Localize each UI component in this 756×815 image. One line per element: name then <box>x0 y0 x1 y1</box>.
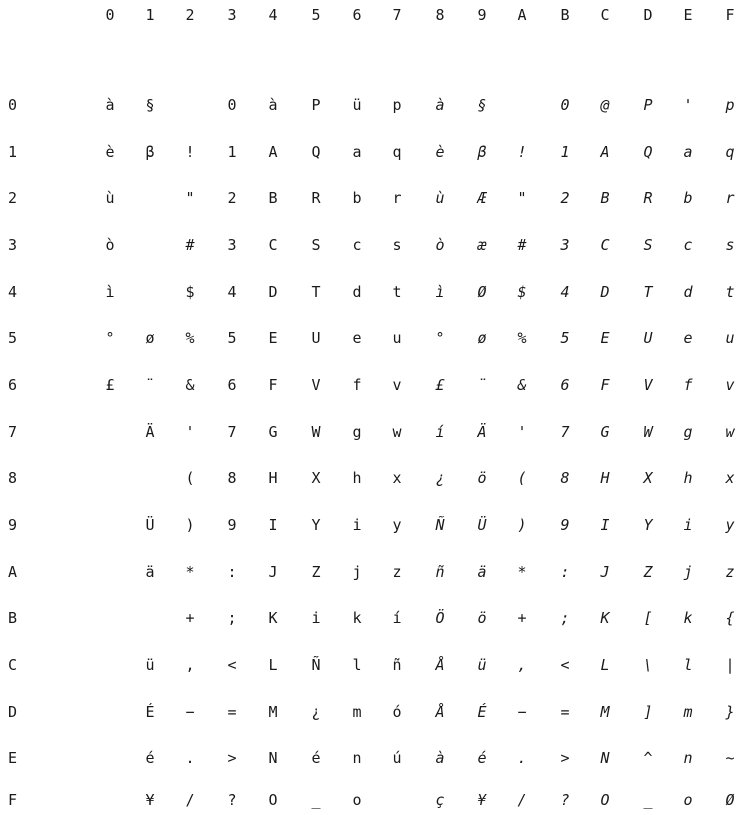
char-cell-2-C: B <box>600 189 610 207</box>
char-cell-7-1: Ä <box>145 423 155 441</box>
char-cell-3-D: S <box>643 236 653 254</box>
char-cell-3-F: s <box>725 236 735 254</box>
char-cell-6-0: £ <box>105 376 115 394</box>
char-cell-D-8: Å <box>435 703 445 721</box>
char-cell-4-D: T <box>643 283 653 301</box>
char-cell-E-1: é <box>145 749 155 767</box>
char-cell-5-A: % <box>517 329 527 347</box>
row-header-0: 0 <box>8 96 18 114</box>
char-cell-A-D: Z <box>643 563 653 581</box>
char-cell-7-8: í <box>435 423 445 441</box>
char-cell-8-3: 8 <box>227 469 237 487</box>
char-cell-6-E: f <box>683 376 693 394</box>
char-cell-B-E: k <box>683 609 693 627</box>
char-cell-D-2: − <box>185 703 195 721</box>
char-cell-2-7: r <box>392 189 402 207</box>
char-cell-7-D: W <box>643 423 653 441</box>
char-cell-E-8: à <box>435 749 445 767</box>
char-cell-0-B: 0 <box>560 96 570 114</box>
char-cell-6-3: 6 <box>227 376 237 394</box>
char-cell-A-5: Z <box>311 563 321 581</box>
char-cell-7-9: Ä <box>477 423 487 441</box>
char-cell-2-D: R <box>643 189 653 207</box>
column-header-B: B <box>560 6 570 24</box>
char-cell-2-8: ù <box>435 189 445 207</box>
char-cell-8-7: x <box>392 469 402 487</box>
char-cell-D-9: É <box>477 703 487 721</box>
char-cell-4-A: $ <box>517 283 527 301</box>
char-cell-A-6: j <box>352 563 362 581</box>
char-cell-5-B: 5 <box>560 329 570 347</box>
char-cell-8-5: X <box>311 469 321 487</box>
char-cell-0-8: à <box>435 96 445 114</box>
char-cell-6-2: & <box>185 376 195 394</box>
char-cell-0-9: § <box>477 96 487 114</box>
column-header-D: D <box>643 6 653 24</box>
char-cell-2-2: " <box>185 189 195 207</box>
row-header-F: F <box>8 791 18 809</box>
char-cell-4-6: d <box>352 283 362 301</box>
char-cell-0-5: P <box>311 96 321 114</box>
char-cell-E-B: > <box>560 749 570 767</box>
char-cell-B-6: k <box>352 609 362 627</box>
char-cell-8-D: X <box>643 469 653 487</box>
char-cell-4-B: 4 <box>560 283 570 301</box>
column-header-6: 6 <box>352 6 362 24</box>
char-cell-E-2: . <box>185 749 195 767</box>
char-cell-7-6: g <box>352 423 362 441</box>
char-cell-6-4: F <box>268 376 278 394</box>
char-cell-1-B: 1 <box>560 143 570 161</box>
char-cell-1-F: q <box>725 143 735 161</box>
char-cell-C-4: L <box>268 656 278 674</box>
char-cell-2-9: Æ <box>477 189 487 207</box>
row-header-A: A <box>8 563 18 581</box>
char-cell-7-5: W <box>311 423 321 441</box>
char-cell-A-1: ä <box>145 563 155 581</box>
char-cell-8-B: 8 <box>560 469 570 487</box>
char-cell-3-3: 3 <box>227 236 237 254</box>
char-cell-3-4: C <box>268 236 278 254</box>
char-cell-A-2: * <box>185 563 195 581</box>
char-cell-3-0: ò <box>105 236 115 254</box>
char-cell-3-A: # <box>517 236 527 254</box>
char-cell-C-C: L <box>600 656 610 674</box>
char-cell-1-D: Q <box>643 143 653 161</box>
char-cell-9-4: I <box>268 516 278 534</box>
column-header-2: 2 <box>185 6 195 24</box>
char-cell-F-D: _ <box>643 791 653 809</box>
char-cell-A-B: : <box>560 563 570 581</box>
char-cell-4-5: T <box>311 283 321 301</box>
char-cell-5-4: E <box>268 329 278 347</box>
column-header-5: 5 <box>311 6 321 24</box>
char-cell-C-B: < <box>560 656 570 674</box>
char-cell-0-1: § <box>145 96 155 114</box>
char-cell-9-6: i <box>352 516 362 534</box>
row-header-4: 4 <box>8 283 18 301</box>
char-cell-C-E: l <box>683 656 693 674</box>
char-cell-A-7: z <box>392 563 402 581</box>
char-cell-B-D: [ <box>643 609 653 627</box>
char-cell-F-5: _ <box>311 791 321 809</box>
char-cell-E-A: . <box>517 749 527 767</box>
char-cell-6-B: 6 <box>560 376 570 394</box>
char-cell-A-3: : <box>227 563 237 581</box>
char-cell-4-2: $ <box>185 283 195 301</box>
char-cell-F-F: Ø <box>725 791 735 809</box>
char-cell-3-8: ò <box>435 236 445 254</box>
char-cell-C-1: ü <box>145 656 155 674</box>
char-cell-8-F: x <box>725 469 735 487</box>
row-header-B: B <box>8 609 18 627</box>
row-header-1: 1 <box>8 143 18 161</box>
char-cell-9-1: Ü <box>145 516 155 534</box>
row-header-C: C <box>8 656 18 674</box>
char-cell-1-0: è <box>105 143 115 161</box>
char-cell-2-4: B <box>268 189 278 207</box>
char-cell-D-3: = <box>227 703 237 721</box>
char-cell-0-0: à <box>105 96 115 114</box>
char-cell-5-E: e <box>683 329 693 347</box>
char-cell-F-9: ¥ <box>477 791 487 809</box>
char-cell-5-1: ø <box>145 329 155 347</box>
char-cell-4-4: D <box>268 283 278 301</box>
char-cell-4-0: ì <box>105 283 115 301</box>
column-header-1: 1 <box>145 6 155 24</box>
char-cell-C-F: | <box>725 656 735 674</box>
row-header-7: 7 <box>8 423 18 441</box>
char-cell-B-9: ö <box>477 609 487 627</box>
char-cell-D-D: ] <box>643 703 653 721</box>
char-cell-E-C: N <box>600 749 610 767</box>
char-cell-5-9: ø <box>477 329 487 347</box>
char-cell-5-7: u <box>392 329 402 347</box>
char-cell-D-5: ¿ <box>311 703 321 721</box>
char-cell-8-C: H <box>600 469 610 487</box>
char-cell-9-D: Y <box>643 516 653 534</box>
char-cell-3-C: C <box>600 236 610 254</box>
char-cell-D-1: É <box>145 703 155 721</box>
char-cell-4-E: d <box>683 283 693 301</box>
row-header-2: 2 <box>8 189 18 207</box>
char-cell-B-B: ; <box>560 609 570 627</box>
char-cell-F-3: ? <box>227 791 237 809</box>
char-cell-E-5: é <box>311 749 321 767</box>
char-cell-4-8: ì <box>435 283 445 301</box>
column-header-3: 3 <box>227 6 237 24</box>
char-cell-D-A: − <box>517 703 527 721</box>
char-cell-3-7: s <box>392 236 402 254</box>
char-cell-E-6: n <box>352 749 362 767</box>
char-cell-A-4: J <box>268 563 278 581</box>
char-cell-C-7: ñ <box>392 656 402 674</box>
char-cell-9-F: y <box>725 516 735 534</box>
char-cell-1-4: A <box>268 143 278 161</box>
char-cell-D-E: m <box>683 703 693 721</box>
char-cell-6-D: V <box>643 376 653 394</box>
char-cell-4-9: Ø <box>477 283 487 301</box>
char-cell-6-5: V <box>311 376 321 394</box>
char-cell-C-5: Ñ <box>311 656 321 674</box>
column-header-9: 9 <box>477 6 487 24</box>
char-cell-6-1: ¨ <box>145 376 155 394</box>
char-cell-7-E: g <box>683 423 693 441</box>
char-cell-F-2: / <box>185 791 195 809</box>
char-cell-0-E: ' <box>683 96 693 114</box>
char-cell-1-9: β <box>477 143 487 161</box>
char-cell-B-4: K <box>268 609 278 627</box>
char-cell-B-3: ; <box>227 609 237 627</box>
char-cell-6-7: v <box>392 376 402 394</box>
char-cell-F-A: / <box>517 791 527 809</box>
char-cell-8-9: ö <box>477 469 487 487</box>
char-cell-5-5: U <box>311 329 321 347</box>
char-cell-1-7: q <box>392 143 402 161</box>
char-cell-1-1: β <box>145 143 155 161</box>
column-header-0: 0 <box>105 6 115 24</box>
row-header-5: 5 <box>8 329 18 347</box>
char-cell-4-F: t <box>725 283 735 301</box>
char-cell-4-3: 4 <box>227 283 237 301</box>
char-cell-6-C: F <box>600 376 610 394</box>
char-cell-4-7: t <box>392 283 402 301</box>
char-cell-1-8: è <box>435 143 445 161</box>
char-cell-5-8: ° <box>435 329 445 347</box>
column-header-E: E <box>683 6 693 24</box>
char-cell-B-F: { <box>725 609 735 627</box>
char-cell-7-F: w <box>725 423 735 441</box>
char-cell-2-3: 2 <box>227 189 237 207</box>
char-cell-B-2: + <box>185 609 195 627</box>
char-cell-0-7: p <box>392 96 402 114</box>
char-cell-E-7: ú <box>392 749 402 767</box>
char-cell-2-A: " <box>517 189 527 207</box>
char-cell-D-F: } <box>725 703 735 721</box>
char-cell-0-C: @ <box>600 96 610 114</box>
column-header-7: 7 <box>392 6 402 24</box>
char-cell-E-D: ^ <box>643 749 653 767</box>
char-cell-1-C: A <box>600 143 610 161</box>
char-cell-9-7: y <box>392 516 402 534</box>
char-cell-F-8: ç <box>435 791 445 809</box>
char-cell-E-3: > <box>227 749 237 767</box>
char-cell-9-E: i <box>683 516 693 534</box>
char-cell-7-A: ' <box>517 423 527 441</box>
char-cell-5-3: 5 <box>227 329 237 347</box>
char-cell-0-D: P <box>643 96 653 114</box>
char-cell-C-9: ü <box>477 656 487 674</box>
char-cell-9-5: Y <box>311 516 321 534</box>
char-cell-E-4: N <box>268 749 278 767</box>
char-cell-E-F: ~ <box>725 749 735 767</box>
char-cell-2-6: b <box>352 189 362 207</box>
char-cell-7-4: G <box>268 423 278 441</box>
char-cell-1-2: ! <box>185 143 195 161</box>
char-cell-7-C: G <box>600 423 610 441</box>
row-header-D: D <box>8 703 18 721</box>
char-cell-F-6: o <box>352 791 362 809</box>
char-cell-6-A: & <box>517 376 527 394</box>
char-cell-5-6: e <box>352 329 362 347</box>
char-cell-E-E: n <box>683 749 693 767</box>
column-header-A: A <box>517 6 527 24</box>
char-cell-3-E: c <box>683 236 693 254</box>
char-cell-7-3: 7 <box>227 423 237 441</box>
char-cell-8-2: ( <box>185 469 195 487</box>
char-cell-5-F: u <box>725 329 735 347</box>
char-cell-1-6: a <box>352 143 362 161</box>
char-cell-C-2: , <box>185 656 195 674</box>
char-cell-B-8: Ö <box>435 609 445 627</box>
char-cell-1-A: ! <box>517 143 527 161</box>
column-header-4: 4 <box>268 6 278 24</box>
char-cell-9-B: 9 <box>560 516 570 534</box>
char-cell-E-9: é <box>477 749 487 767</box>
char-cell-9-2: ) <box>185 516 195 534</box>
column-header-F: F <box>725 6 735 24</box>
char-cell-3-6: c <box>352 236 362 254</box>
char-cell-2-5: R <box>311 189 321 207</box>
char-cell-9-3: 9 <box>227 516 237 534</box>
char-cell-9-C: I <box>600 516 610 534</box>
row-header-6: 6 <box>8 376 18 394</box>
char-cell-5-C: E <box>600 329 610 347</box>
char-cell-5-2: % <box>185 329 195 347</box>
char-cell-9-9: Ü <box>477 516 487 534</box>
char-cell-D-4: M <box>268 703 278 721</box>
char-cell-8-8: ¿ <box>435 469 445 487</box>
char-cell-7-2: ' <box>185 423 195 441</box>
char-cell-C-A: , <box>517 656 527 674</box>
char-cell-6-F: v <box>725 376 735 394</box>
char-cell-0-4: à <box>268 96 278 114</box>
char-cell-2-E: b <box>683 189 693 207</box>
char-cell-2-B: 2 <box>560 189 570 207</box>
char-cell-D-7: ó <box>392 703 402 721</box>
char-cell-1-5: Q <box>311 143 321 161</box>
char-cell-B-C: K <box>600 609 610 627</box>
char-cell-3-5: S <box>311 236 321 254</box>
char-cell-8-E: h <box>683 469 693 487</box>
char-cell-8-A: ( <box>517 469 527 487</box>
char-cell-C-3: < <box>227 656 237 674</box>
char-cell-D-C: M <box>600 703 610 721</box>
char-cell-5-D: U <box>643 329 653 347</box>
char-cell-F-E: o <box>683 791 693 809</box>
char-cell-8-6: h <box>352 469 362 487</box>
char-cell-F-C: O <box>600 791 610 809</box>
char-cell-9-8: Ñ <box>435 516 445 534</box>
row-header-E: E <box>8 749 18 767</box>
column-header-C: C <box>600 6 610 24</box>
char-cell-D-B: = <box>560 703 570 721</box>
char-cell-C-8: Å <box>435 656 445 674</box>
char-cell-0-F: p <box>725 96 735 114</box>
char-cell-5-0: ° <box>105 329 115 347</box>
char-cell-9-A: ) <box>517 516 527 534</box>
char-cell-7-7: w <box>392 423 402 441</box>
char-cell-3-B: 3 <box>560 236 570 254</box>
char-cell-6-8: £ <box>435 376 445 394</box>
char-cell-B-5: i <box>311 609 321 627</box>
char-cell-F-1: ¥ <box>145 791 155 809</box>
char-cell-4-C: D <box>600 283 610 301</box>
char-cell-0-6: ü <box>352 96 362 114</box>
char-cell-8-4: H <box>268 469 278 487</box>
row-header-3: 3 <box>8 236 18 254</box>
char-cell-C-6: l <box>352 656 362 674</box>
char-cell-B-A: + <box>517 609 527 627</box>
char-cell-3-9: æ <box>477 236 487 254</box>
char-cell-3-2: # <box>185 236 195 254</box>
char-cell-1-3: 1 <box>227 143 237 161</box>
char-cell-C-D: \ <box>643 656 653 674</box>
char-cell-A-A: * <box>517 563 527 581</box>
char-cell-2-F: r <box>725 189 735 207</box>
char-cell-0-3: 0 <box>227 96 237 114</box>
char-cell-A-C: J <box>600 563 610 581</box>
column-header-8: 8 <box>435 6 445 24</box>
char-cell-A-F: z <box>725 563 735 581</box>
char-cell-F-4: O <box>268 791 278 809</box>
char-cell-2-0: ù <box>105 189 115 207</box>
char-cell-B-7: í <box>392 609 402 627</box>
char-cell-6-9: ¨ <box>477 376 487 394</box>
char-cell-D-6: m <box>352 703 362 721</box>
char-cell-A-8: ñ <box>435 563 445 581</box>
char-cell-7-B: 7 <box>560 423 570 441</box>
char-cell-F-B: ? <box>560 791 570 809</box>
char-cell-A-9: ä <box>477 563 487 581</box>
row-header-8: 8 <box>8 469 18 487</box>
char-cell-A-E: j <box>683 563 693 581</box>
row-header-9: 9 <box>8 516 18 534</box>
char-cell-1-E: a <box>683 143 693 161</box>
char-cell-6-6: f <box>352 376 362 394</box>
